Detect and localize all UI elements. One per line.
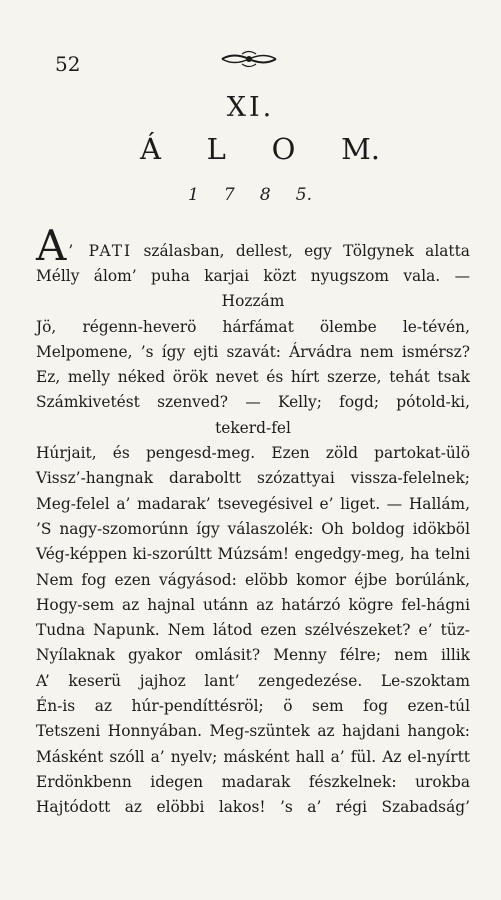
poem-line: Meg-felel a’ madarak’ tsevegésivel e’ liget. — Hallám, [36, 494, 470, 513]
page-number: 52 [55, 52, 81, 76]
poem-line: Én-is az húr-pendíttésröl; ö sem fog ezen-túl [36, 697, 470, 716]
poem-line: Erdönkbenn idegen madarak fészkelnek: urokba [36, 772, 470, 791]
drop-cap: A [36, 221, 67, 270]
poem-line: Nyílaknak gyakor omlásit? Menny félre; nem illik [36, 646, 470, 665]
poem-line: Számkivetést szenved? — Kelly; fogd; pótold-ki, [36, 393, 470, 412]
title-letter: Á [140, 132, 161, 166]
year-digit: 7 [223, 185, 235, 205]
poem-line: Hajtódott az elöbbi lakos! ’s a’ régi Szabadság’ [36, 798, 470, 817]
ornament-icon [220, 48, 278, 70]
title-letter: M. [341, 132, 380, 166]
year-digit: 8 [259, 185, 271, 205]
poem-line: Mélly álom’ puha karjai közt nyugszom vala. — [36, 267, 470, 285]
poem-line: Ez, melly néked örök nevet és hírt szerze, tehát tsak [36, 368, 470, 387]
poem-line: Vég-képpen ki-szorúltt Múzsám! engedgy-meg, ha telni [36, 545, 470, 564]
poem-line: tekerd-fel [215, 418, 291, 437]
poem-lines [36, 264, 470, 821]
chapter-number: XI. [226, 92, 275, 123]
poem-line: Húrjait, és pengesd-meg. Ezen zöld partokat-ülö [36, 444, 470, 463]
year-digit: 5. [295, 185, 312, 205]
poem-text [36, 221, 470, 821]
poem-line: Jö, régenn-heverö hárfámat ölembe le-tévén, [36, 317, 470, 336]
poem-line: Melpomene, ’s így ejti szavát: Árvádra nem ismérsz? [36, 342, 470, 361]
poem-line: Hozzám [221, 292, 285, 311]
poem-line: Nem fog ezen vágyásod: elöbb komor éjbe borúlánk, [36, 570, 470, 589]
title-letter: O [271, 132, 296, 166]
year-digit: 1 [188, 185, 199, 205]
poem-line: Tetszeni Honnyában. Meg-szüntek az hajdani hangok: [36, 722, 470, 741]
poem-line-first [36, 221, 470, 270]
poem-line: Vissz’-hangnak daraboltt szózattyai vissza-felelnek; [36, 469, 470, 488]
chapter-year [188, 185, 312, 205]
poem-line: Tudna Napunk. Nem látod ezen szélvészeket? e’ tüz- [36, 621, 470, 640]
poem-line: A’ keserü jajhoz lant’ zengedezése. Le-szoktam [36, 671, 470, 690]
poem-line: Másként szóll a’ nyelv; másként hall a’ fül. Az el-nyírtt [36, 747, 470, 766]
poem-line: ’S nagy-szomorúnn így válaszolék: Oh boldog idökböl [36, 519, 470, 538]
poem-line: Hogy-sem az hajnal utánn az határzó kögre fel-hágni [36, 595, 470, 614]
title-letter: L [206, 132, 226, 166]
chapter-title [140, 132, 380, 166]
first-line-rest: szálasban, dellest, egy Tölgynek alatta [132, 242, 470, 260]
first-line-lead: ’ PATI [68, 242, 133, 260]
